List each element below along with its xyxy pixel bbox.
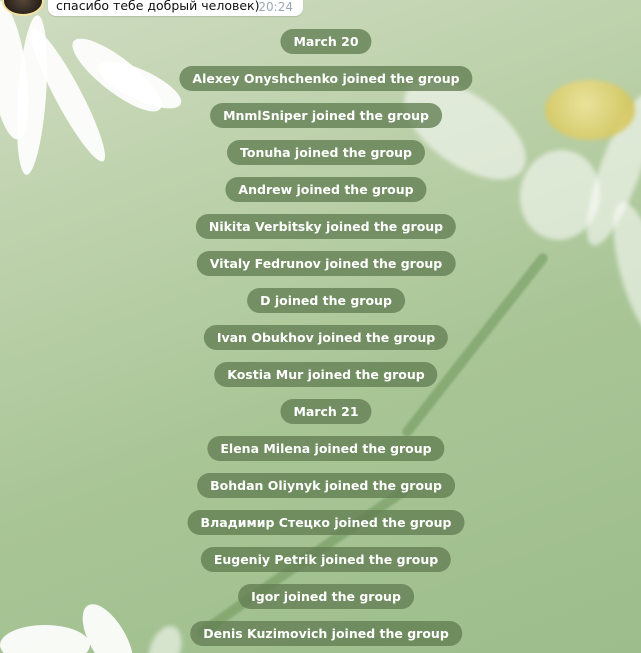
message-bubble[interactable] bbox=[48, 0, 303, 16]
service-message: D joined the group bbox=[247, 288, 405, 313]
message-text: спасибо тебе добрый человек) bbox=[56, 0, 260, 13]
date-separator: March 20 bbox=[280, 29, 371, 54]
daisy-petal bbox=[142, 621, 187, 653]
service-message: Igor joined the group bbox=[238, 584, 414, 609]
service-message: Bohdan Oliynyk joined the group bbox=[197, 473, 455, 498]
service-message: Nikita Verbitsky joined the group bbox=[196, 214, 456, 239]
service-message: Elena Milena joined the group bbox=[207, 436, 444, 461]
service-message: Ivan Obukhov joined the group bbox=[204, 325, 448, 350]
date-separator: March 21 bbox=[280, 399, 371, 424]
service-message: Alexey Onyshchenko joined the group bbox=[179, 66, 472, 91]
service-message: Denis Kuzimovich joined the group bbox=[190, 621, 462, 646]
service-message: Владимир Стецко joined the group bbox=[188, 510, 465, 535]
daisy-petal bbox=[0, 625, 90, 653]
service-message: Andrew joined the group bbox=[225, 177, 426, 202]
service-message: Eugeniy Petrik joined the group bbox=[201, 547, 451, 572]
daisy-center bbox=[545, 80, 635, 140]
message-time: 20:24 bbox=[258, 0, 293, 14]
service-message: Kostia Mur joined the group bbox=[214, 362, 437, 387]
service-message: MnmlSniper joined the group bbox=[210, 103, 442, 128]
service-message: Vitaly Fedrunov joined the group bbox=[197, 251, 456, 276]
service-message: Tonuha joined the group bbox=[227, 140, 425, 165]
